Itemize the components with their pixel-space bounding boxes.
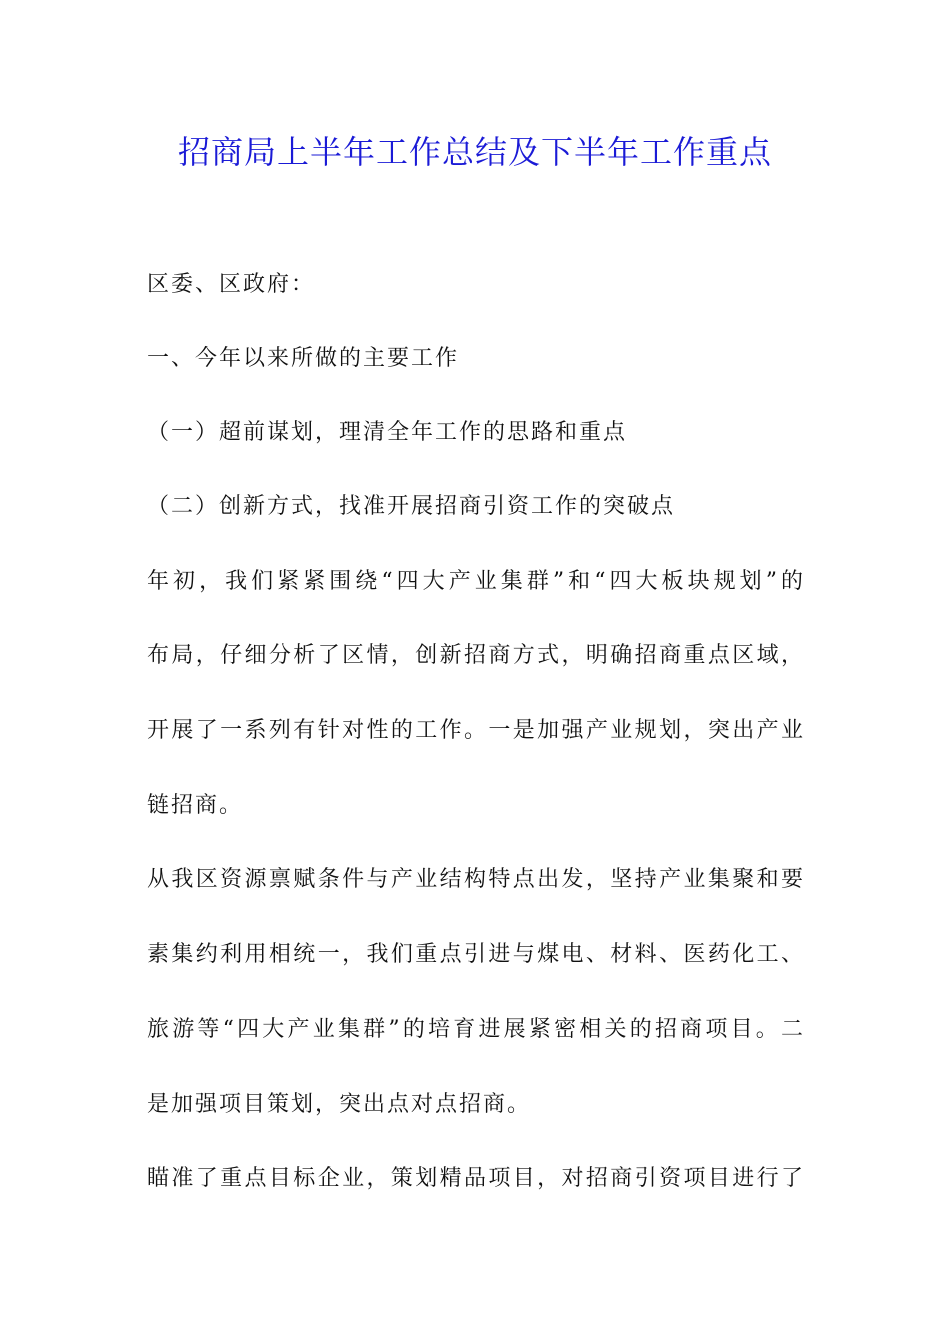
subsection-heading-2: （二）创新方式，找准开展招商引资工作的突破点 bbox=[147, 494, 676, 519]
paragraph-line: 年初，我们紧紧围绕“四大产业集群”和“四大板块规划”的 bbox=[147, 569, 803, 594]
paragraph-line: 开展了一系列有针对性的工作。一是加强产业规划，突出产业 bbox=[147, 718, 803, 743]
subsection-heading-1: （一）超前谋划，理清全年工作的思路和重点 bbox=[147, 420, 628, 445]
paragraph-line: 旅游等“四大产业集群”的培育进展紧密相关的招商项目。二 bbox=[147, 1017, 803, 1042]
paragraph-line: 链招商。 bbox=[147, 793, 244, 818]
paragraph-line: 素集约利用相统一，我们重点引进与煤电、材料、医药化工、 bbox=[147, 942, 803, 967]
section-heading: 一、今年以来所做的主要工作 bbox=[147, 346, 460, 371]
document-title: 招商局上半年工作总结及下半年工作重点 bbox=[177, 133, 772, 171]
salutation: 区委、区政府： bbox=[147, 272, 316, 297]
paragraph-line: 从我区资源禀赋条件与产业结构特点出发，坚持产业集聚和要 bbox=[147, 867, 803, 892]
paragraph-line: 瞄准了重点目标企业，策划精品项目，对招商引资项目进行了 bbox=[147, 1166, 803, 1191]
paragraph-line: 布局，仔细分析了区情，创新招商方式，明确招商重点区域， bbox=[147, 643, 803, 668]
paragraph-line: 是加强项目策划，突出点对点招商。 bbox=[147, 1092, 532, 1117]
